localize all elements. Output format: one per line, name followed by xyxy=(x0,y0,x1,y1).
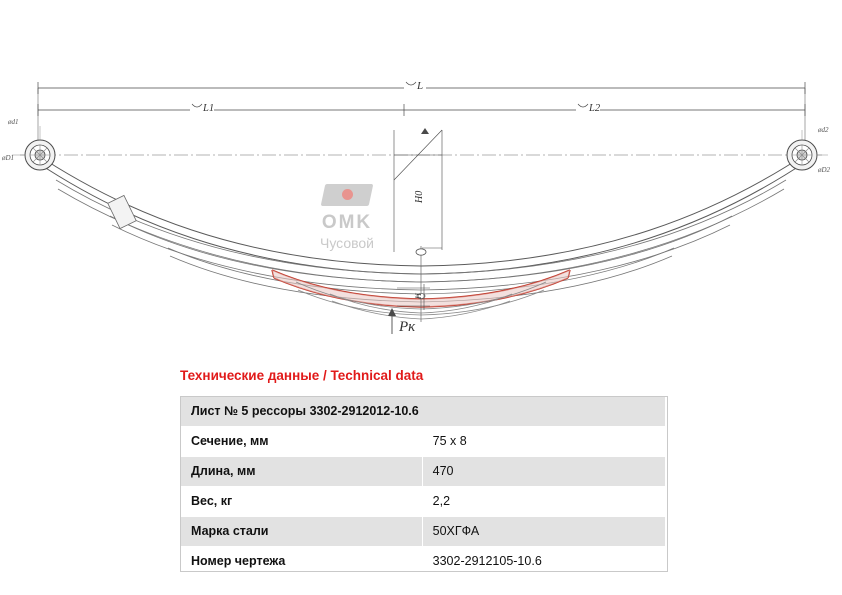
label-left-inner-diameter: øD1 xyxy=(2,154,15,162)
label-right-outer-diameter: ød2 xyxy=(818,126,829,134)
dimension-h0 xyxy=(394,128,442,252)
row-value-drawing-number: 3302-2912105-10.6 xyxy=(422,547,665,577)
watermark-brand: OMK xyxy=(321,212,373,233)
table-row xyxy=(181,547,666,577)
row-value-section: 75 х 8 xyxy=(422,427,665,457)
table-row xyxy=(181,427,666,457)
center-bolt xyxy=(416,246,426,322)
dim-label-h0: H0 xyxy=(414,190,425,203)
row-value-steel-grade: 50ХГФА xyxy=(422,517,665,547)
technical-data-table xyxy=(180,396,666,577)
dimension-right-length xyxy=(404,102,805,116)
table-row xyxy=(181,487,666,517)
row-key-section: Сечение, мм xyxy=(181,427,423,457)
table-row xyxy=(181,517,666,547)
row-key-steel-grade: Марка стали xyxy=(181,517,423,547)
dim-label-h: H xyxy=(414,293,423,299)
label-right-inner-diameter: øD2 xyxy=(818,166,831,174)
leaf-clip-bracket xyxy=(108,195,136,228)
row-key-weight: Вес, кг xyxy=(181,487,423,517)
row-value-length: 470 xyxy=(422,457,665,487)
right-spring-eye xyxy=(787,126,831,174)
row-key-length: Длина, мм xyxy=(181,457,423,487)
label-left-outer-diameter: ød1 xyxy=(8,118,19,126)
dim-label-right-length: L2 xyxy=(589,103,601,114)
watermark-plant: Чусовой xyxy=(319,235,374,251)
row-key-drawing-number: Номер чертежа xyxy=(181,547,423,577)
left-spring-eye xyxy=(1,118,55,170)
row-value-weight: 2,2 xyxy=(422,487,665,517)
dimension-total-length xyxy=(38,80,805,150)
technical-data-title: Технические данные / Technical data xyxy=(180,368,424,383)
table-header-cell: Лист № 5 рессоры 3302-2912012-10.6 xyxy=(181,397,666,427)
dim-label-left-length: L1 xyxy=(203,103,215,114)
dimension-left-length xyxy=(38,102,404,116)
load-label-pk: Pк xyxy=(399,319,416,335)
table-row-header xyxy=(181,397,666,427)
table-row xyxy=(181,457,666,487)
dim-label-total-length: L xyxy=(417,80,424,92)
